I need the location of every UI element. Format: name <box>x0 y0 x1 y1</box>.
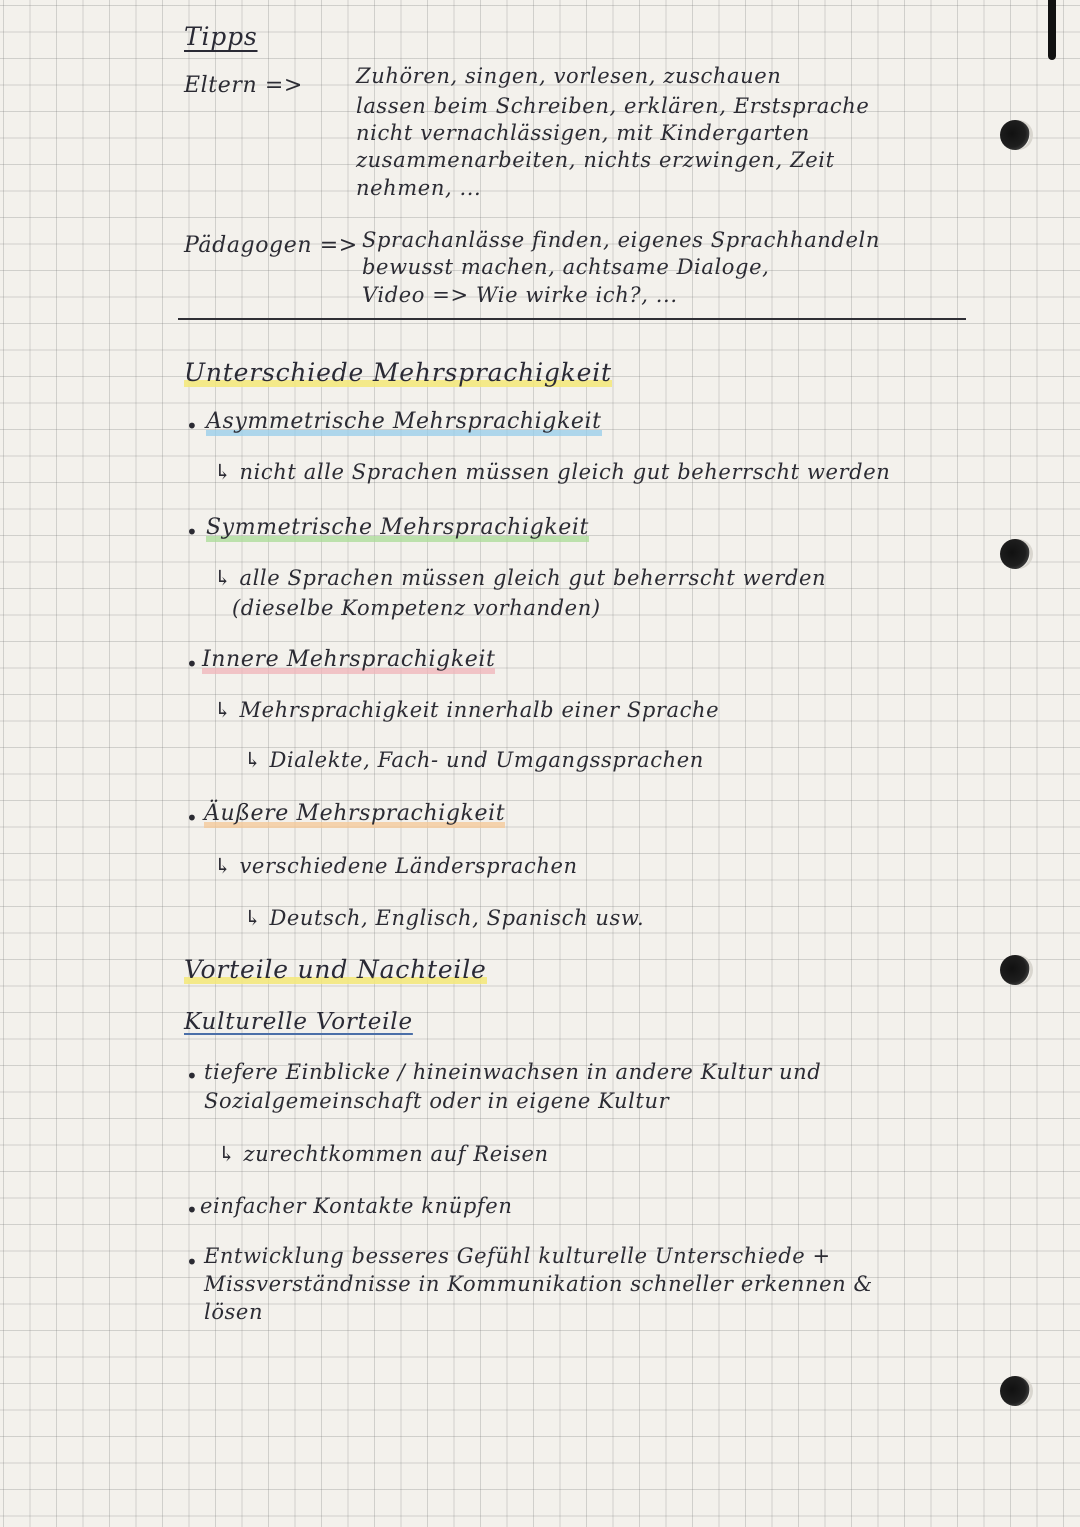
asym-term: Asymmetrische Mehrsprachigkeit <box>206 409 602 434</box>
eltern-line-5: nehmen, ... <box>356 176 482 200</box>
vorteil-1-sub: ↳ zurechtkommen auf Reisen <box>218 1142 549 1166</box>
paedagogen-line-3: Video => Wie wirke ich?, ... <box>362 283 678 307</box>
punch-hole-4 <box>1000 1376 1030 1406</box>
vorteile-title: Vorteile und Nachteile <box>184 955 487 984</box>
tips-title: Tipps <box>184 22 258 51</box>
eltern-line-3: nicht vernachlässigen, mit Kindergarten <box>356 121 810 145</box>
bullet-dot: • <box>186 806 198 830</box>
bullet-dot: • <box>186 1064 198 1088</box>
aeussere-sub: ↳ Deutsch, Englisch, Spanisch usw. <box>244 906 645 930</box>
binder-clip-mark <box>1048 0 1056 60</box>
sym-term: Symmetrische Mehrsprachigkeit <box>206 515 589 540</box>
vorteil-3-line-2: Missverständnisse in Kommunikation schneller erkennen & <box>204 1272 873 1296</box>
bullet-dot: • <box>186 414 198 438</box>
paedagogen-label: Pädagogen => <box>184 233 358 258</box>
kulturelle-subtitle: Kulturelle Vorteile <box>184 1009 413 1035</box>
bullet-dot: • <box>186 1250 198 1274</box>
vorteil-1-line-1: tiefere Einblicke / hineinwachsen in andere Kultur und <box>204 1060 822 1084</box>
innere-sub: ↳ Dialekte, Fach- und Umgangssprachen <box>244 748 704 772</box>
punch-hole-3 <box>1000 955 1030 985</box>
bullet-dot: • <box>186 1198 198 1222</box>
vorteil-1-line-2: Sozialgemeinschaft oder in eigene Kultur <box>204 1089 670 1113</box>
eltern-line-4: zusammenarbeiten, nichts erzwingen, Zeit <box>356 148 835 172</box>
section-divider <box>178 318 966 320</box>
vorteil-3-line-3: lösen <box>204 1300 264 1324</box>
bullet-dot: • <box>186 652 198 676</box>
punch-hole-2 <box>1000 539 1030 569</box>
eltern-line-1: Zuhören, singen, vorlesen, zuschauen <box>356 64 782 88</box>
bullet-dot: • <box>186 520 198 544</box>
paedagogen-line-2: bewusst machen, achtsame Dialoge, <box>362 255 770 279</box>
aeussere-term: Äußere Mehrsprachigkeit <box>204 801 506 826</box>
vorteil-3-line-1: Entwicklung besseres Gefühl kulturelle Unterschiede + <box>204 1244 831 1268</box>
eltern-label: Eltern => <box>184 73 303 98</box>
paedagogen-line-1: Sprachanlässe finden, eigenes Sprachhandeln <box>362 228 880 252</box>
asym-detail: ↳ nicht alle Sprachen müssen gleich gut beherrscht werden <box>214 460 891 484</box>
punch-hole-1 <box>1000 120 1030 150</box>
sym-detail-2: (dieselbe Kompetenz vorhanden) <box>232 596 601 620</box>
eltern-line-2: lassen beim Schreiben, erklären, Erstsprache <box>356 94 870 118</box>
sym-detail-1: ↳ alle Sprachen müssen gleich gut beherrscht werden <box>214 566 827 590</box>
vorteil-2-line-1: einfacher Kontakte knüpfen <box>200 1194 513 1218</box>
unterschiede-title: Unterschiede Mehrsprachigkeit <box>184 358 612 387</box>
innere-detail: ↳ Mehrsprachigkeit innerhalb einer Sprache <box>214 698 720 722</box>
innere-term: Innere Mehrsprachigkeit <box>202 647 496 672</box>
aeussere-detail: ↳ verschiedene Ländersprachen <box>214 854 578 878</box>
